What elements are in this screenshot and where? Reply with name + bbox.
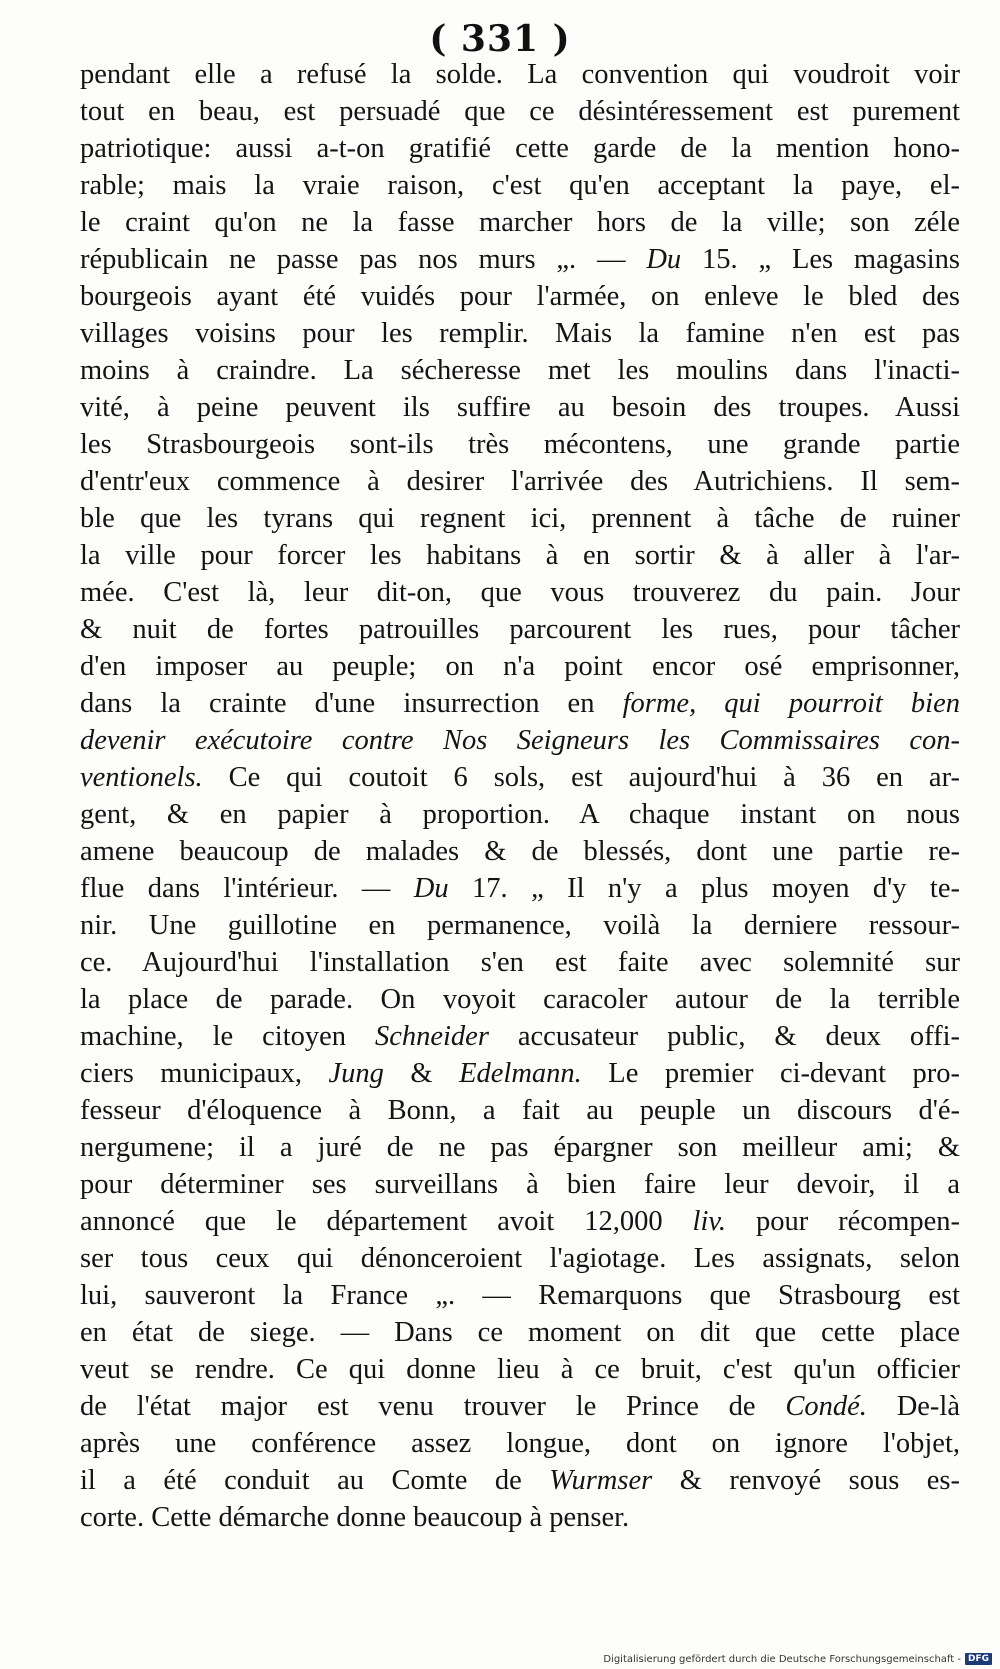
italic-segment: Jung [328, 1058, 384, 1089]
text-segment: 15. „ Les magasins [681, 244, 960, 275]
text-segment: amene beaucoup de malades & de blessés, dont une partie re- [80, 836, 960, 867]
text-line [80, 1499, 960, 1536]
text-line [80, 1388, 960, 1425]
italic-segment: devenir exécutoire contre Nos Seigneurs les Commissaires con- [80, 725, 960, 756]
text-segment: pendant elle a refusé la solde. La convention qui voudroit voir [80, 59, 960, 90]
text-segment: Le premier ci-devant pro- [581, 1058, 960, 1089]
text-line [80, 1018, 960, 1055]
text-line [80, 944, 960, 981]
text-segment: machine, le citoyen [80, 1021, 375, 1052]
text-line [80, 1351, 960, 1388]
text-line [80, 315, 960, 352]
italic-segment: Du [646, 244, 682, 275]
text-segment: mée. C'est là, leur dit-on, que vous trouverez du pain. Jour [80, 577, 960, 608]
text-segment: Ce qui coutoit 6 sols, est aujourd'hui à 36 en ar- [202, 762, 960, 793]
text-line [80, 352, 960, 389]
text-segment: 17. „ Il n'y a plus moyen d'y te- [448, 873, 960, 904]
text-line [80, 1203, 960, 1240]
text-line [80, 648, 960, 685]
text-line [80, 1462, 960, 1499]
text-segment: ser tous ceux qui dénonceroient l'agiotage. Les assignats, selon [80, 1243, 960, 1274]
text-line [80, 1425, 960, 1462]
text-line [80, 130, 960, 167]
text-line [80, 500, 960, 537]
text-segment: nir. Une guillotine en permanence, voilà la derniere ressour- [80, 910, 960, 941]
text-line [80, 611, 960, 648]
text-line [80, 204, 960, 241]
italic-segment: forme, qui pourroit bien [622, 688, 960, 719]
text-segment: la ville pour forcer les habitans à en sortir & à aller à l'ar- [80, 540, 960, 571]
text-segment: & [383, 1058, 460, 1089]
text-segment: De-là [866, 1391, 960, 1422]
text-line [80, 56, 960, 93]
text-segment: de l'état major est venu trouver le Prince de [80, 1391, 786, 1422]
italic-segment: Du [413, 873, 449, 904]
text-segment: corte. Cette démarche donne beaucoup à penser. [80, 1502, 630, 1533]
text-line [80, 241, 960, 278]
text-segment: rable; mais la vraie raison, c'est qu'en acceptant la paye, el- [80, 170, 960, 201]
text-segment: il a été conduit au Comte de [80, 1465, 550, 1496]
text-segment: fesseur d'éloquence à Bonn, a fait au peuple un discours d'é- [80, 1095, 960, 1126]
text-segment: ce. Aujourd'hui l'installation s'en est faite avec solemnité sur [80, 947, 960, 978]
italic-segment: Wurmser [549, 1465, 653, 1496]
text-line [80, 907, 960, 944]
text-line [80, 463, 960, 500]
text-line [80, 870, 960, 907]
text-segment: en état de siege. — Dans ce moment on dit que cette place [80, 1317, 960, 1348]
text-line [80, 426, 960, 463]
body-text [80, 56, 960, 1536]
text-segment: pour récompen- [726, 1206, 960, 1237]
text-line [80, 1166, 960, 1203]
text-segment: d'en imposer au peuple; on n'a point encor osé emprisonner, [80, 651, 960, 682]
text-line [80, 1055, 960, 1092]
text-segment: ciers municipaux, [80, 1058, 329, 1089]
text-segment: moins à craindre. La sécheresse met les moulins dans l'inacti- [80, 355, 960, 386]
text-line [80, 722, 960, 759]
text-line [80, 93, 960, 130]
text-line [80, 981, 960, 1018]
italic-segment: liv. [692, 1206, 727, 1237]
text-line [80, 1277, 960, 1314]
text-segment: la place de parade. On voyoit caracoler autour de la terrible [80, 984, 960, 1015]
dfg-logo-icon: DFG [965, 1653, 992, 1665]
text-segment: après une conférence assez longue, dont on ignore l'objet, [80, 1428, 960, 1459]
text-line [80, 1314, 960, 1351]
text-segment: & nuit de fortes patrouilles parcourent les rues, pour tâcher [80, 614, 960, 645]
text-segment: tout en beau, est persuadé que ce désintéressement est purement [80, 96, 960, 127]
text-segment: les Strasbourgeois sont-ils très mécontens, une grande partie [80, 429, 960, 460]
text-segment: vité, à peine peuvent ils suffire au besoin des troupes. Aussi [80, 392, 960, 423]
text-segment: d'entr'eux commence à desirer l'arrivée des Autrichiens. Il sem- [80, 466, 960, 497]
text-segment: ble que les tyrans qui regnent ici, prennent à tâche de ruiner [80, 503, 960, 534]
italic-segment: Condé. [785, 1391, 867, 1422]
text-segment: nergumene; il a juré de ne pas épargner son meilleur ami; & [80, 1132, 960, 1163]
text-line [80, 1240, 960, 1277]
text-line [80, 1092, 960, 1129]
text-segment: accusateur public, & deux offi- [488, 1021, 960, 1052]
text-line [80, 574, 960, 611]
text-segment: gent, & en papier à proportion. A chaque instant on nous [80, 799, 960, 830]
text-segment: & renvoyé sous es- [652, 1465, 960, 1496]
italic-segment: Edelmann. [459, 1058, 582, 1089]
text-segment: pour déterminer ses surveillans à bien faire leur devoir, il a [80, 1169, 960, 1200]
text-segment: flue dans l'intérieur. — [80, 873, 414, 904]
digitization-credit [603, 1653, 992, 1665]
text-line [80, 833, 960, 870]
text-segment: villages voisins pour les remplir. Mais la famine n'en est pas [80, 318, 960, 349]
text-segment: veut se rendre. Ce qui donne lieu à ce bruit, c'est qu'un officier [80, 1354, 960, 1385]
text-line [80, 278, 960, 315]
text-segment: républicain ne passe pas nos murs „. — [80, 244, 647, 275]
text-line [80, 167, 960, 204]
text-line [80, 1129, 960, 1166]
text-segment: patriotique: aussi a-t-on gratifié cette garde de la mention hono- [80, 133, 960, 164]
text-line [80, 537, 960, 574]
text-line [80, 759, 960, 796]
page-number: ( 331 ) [429, 18, 571, 60]
credit-text: Digitalisierung gefördert durch die Deutsche Forschungsgemeinschaft - [603, 1653, 961, 1665]
text-segment: lui, sauveront la France „. — Remarquons que Strasbourg est [80, 1280, 960, 1311]
italic-segment: Schneider [374, 1021, 489, 1052]
text-line [80, 796, 960, 833]
text-segment: bourgeois ayant été vuidés pour l'armée, on enleve le bled des [80, 281, 960, 312]
text-segment: le craint qu'on ne la fasse marcher hors de la ville; son zéle [80, 207, 960, 238]
text-segment: dans la crainte d'une insurrection en [80, 688, 623, 719]
italic-segment: ventionels. [80, 762, 203, 793]
text-line [80, 685, 960, 722]
text-line [80, 389, 960, 426]
text-segment: annoncé que le département avoit 12,000 [80, 1206, 693, 1237]
